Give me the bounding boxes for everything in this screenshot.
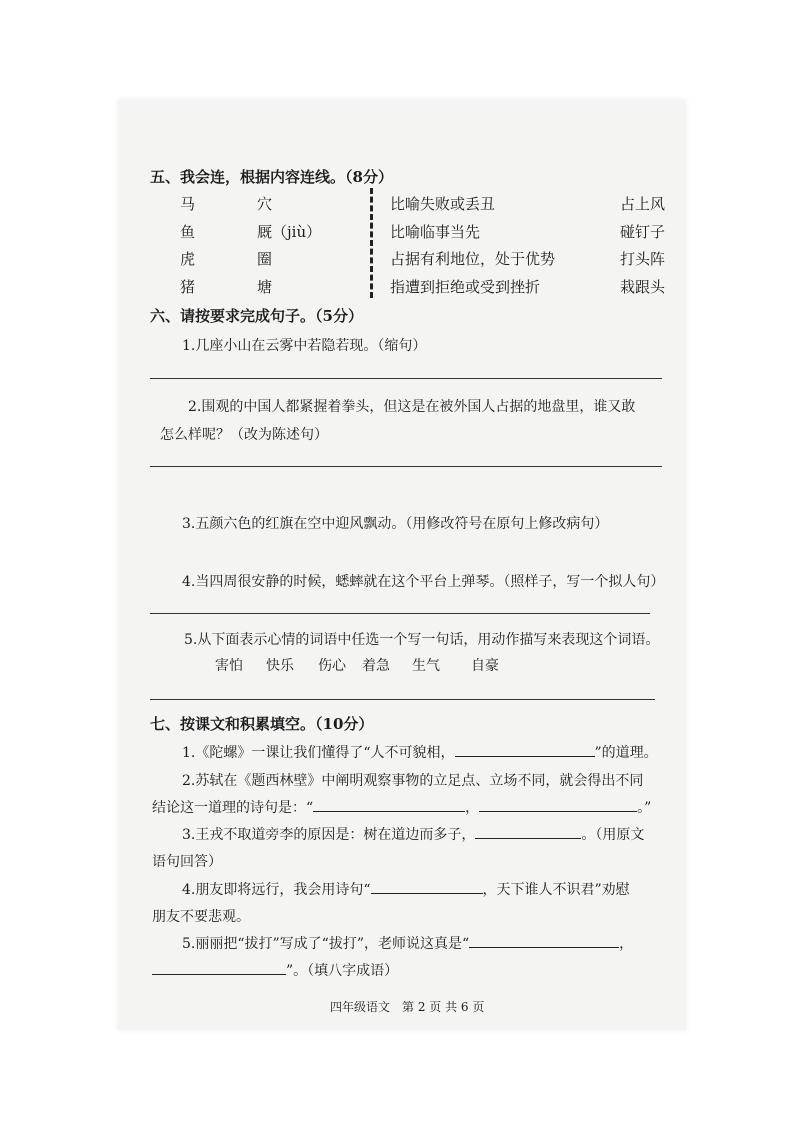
section-5-title: 五、我会连，根据内容连线。（8分） bbox=[150, 168, 393, 186]
s7-q1-text-a: 1.《陀螺》一课让我们懂得了“人不可貌相， bbox=[182, 745, 455, 761]
answer-line-s6-q2[interactable] bbox=[150, 466, 662, 467]
s7-q4-text-a: 4.朋友即将远行，我会用诗句“ bbox=[182, 882, 371, 898]
answer-line-s6-q1[interactable] bbox=[150, 378, 662, 379]
s7-q1-text-b: ”的道理。 bbox=[594, 745, 658, 761]
s6-question-4: 4.当四周很安静的时候，蟋蟀就在这个平台上弹琴。（照样子，写一个拟人句） bbox=[182, 574, 665, 590]
s6-question-3: 3.五颜六色的红旗在空中迎风飘动。（用修改符号在原句上修改病句） bbox=[182, 516, 609, 532]
page-footer: 四年级语文 第 2 页 共 6 页 bbox=[330, 1000, 485, 1014]
blank-s7-q4[interactable] bbox=[371, 879, 483, 894]
s7-q3-text-b: 。（用原文 bbox=[581, 827, 645, 843]
place-1: 穴 bbox=[257, 195, 273, 213]
s7-question-4-line1 bbox=[182, 879, 630, 899]
animal-1: 马 bbox=[180, 195, 196, 213]
s7-q2-text-c: 。” bbox=[637, 800, 652, 816]
blank-s7-q2-b[interactable] bbox=[479, 797, 637, 812]
answer-line-s6-q5[interactable] bbox=[150, 699, 655, 700]
s6-question-1: 1.几座小山在云雾中若隐若现。（缩句） bbox=[182, 338, 427, 354]
s7-question-2-line1: 2.苏轼在《题西林壁》中阐明观察事物的立足点、立场不同，就会得出不同 bbox=[182, 773, 644, 789]
s7-question-3-line1 bbox=[182, 824, 644, 844]
s7-question-5-line1 bbox=[182, 933, 633, 953]
blank-s7-q3[interactable] bbox=[475, 824, 581, 839]
idiom-2: 碰钉子 bbox=[620, 223, 666, 241]
section-6-title: 六、请按要求完成句子。（5分） bbox=[150, 307, 363, 325]
place-4: 塘 bbox=[257, 278, 273, 296]
blank-s7-q1[interactable] bbox=[455, 742, 595, 757]
idiom-4: 栽跟头 bbox=[620, 278, 666, 296]
s6-question-2-line1: 2.围观的中国人都紧握着拳头，但这是在被外国人占据的地盘里，谁又敢 bbox=[188, 399, 636, 415]
mood-word-4: 着急 bbox=[362, 658, 390, 674]
mood-word-5: 生气 bbox=[412, 658, 440, 674]
s7-q2-text-a: 结论这一道理的诗句是：“ bbox=[152, 800, 314, 816]
s7-q4-text-b: ，天下谁人不识君”劝慰 bbox=[482, 882, 630, 898]
meaning-2: 比喻临事当先 bbox=[390, 223, 481, 241]
meaning-1: 比喻失败或丢丑 bbox=[390, 195, 496, 213]
place-3: 圈 bbox=[257, 250, 273, 268]
idiom-1: 占上风 bbox=[620, 195, 666, 213]
s7-q5-text-c: ”。（填八字成语） bbox=[286, 963, 399, 979]
blank-s7-q2-a[interactable] bbox=[313, 797, 465, 812]
s7-question-1 bbox=[182, 742, 658, 762]
dashed-separator bbox=[370, 188, 373, 298]
mood-word-6: 自豪 bbox=[471, 658, 499, 674]
mood-word-2: 快乐 bbox=[266, 658, 294, 674]
s6-question-2-line2: 怎么样呢？（改为陈述句） bbox=[160, 427, 328, 443]
animal-4: 猪 bbox=[180, 278, 196, 296]
s7-question-3-line2: 语句回答） bbox=[152, 854, 222, 870]
animal-2: 鱼 bbox=[180, 223, 196, 241]
answer-line-s6-q4[interactable] bbox=[150, 613, 650, 614]
meaning-4: 指遭到拒绝或受到挫折 bbox=[390, 278, 541, 296]
mood-word-3: 伤心 bbox=[318, 658, 346, 674]
s7-question-2-line2 bbox=[152, 797, 651, 817]
s7-q5-text-b: ， bbox=[619, 936, 634, 952]
mood-word-1: 害怕 bbox=[215, 658, 243, 674]
s7-q2-text-b: ， bbox=[465, 800, 480, 816]
idiom-3: 打头阵 bbox=[620, 250, 666, 268]
blank-s7-q5-b[interactable] bbox=[152, 960, 286, 975]
s7-q5-text-a: 5.丽丽把“拔打”写成了“拔打”，老师说这真是“ bbox=[182, 936, 470, 952]
animal-3: 虎 bbox=[180, 250, 196, 268]
section-7-title: 七、按课文和积累填空。（10分） bbox=[150, 715, 374, 733]
blank-s7-q5-a[interactable] bbox=[469, 933, 619, 948]
s7-q3-text-a: 3.王戎不取道旁李的原因是：树在道边而多子， bbox=[182, 827, 476, 843]
s6-question-5: 5.从下面表示心情的词语中任选一个写一句话，用动作描写来表现这个词语。 bbox=[184, 632, 660, 648]
meaning-3: 占据有利地位，处于优势 bbox=[390, 250, 556, 268]
place-2: 厩（jiù） bbox=[257, 223, 322, 241]
s7-question-4-line2: 朋友不要悲观。 bbox=[152, 909, 250, 925]
s7-question-5-line2 bbox=[152, 960, 398, 980]
